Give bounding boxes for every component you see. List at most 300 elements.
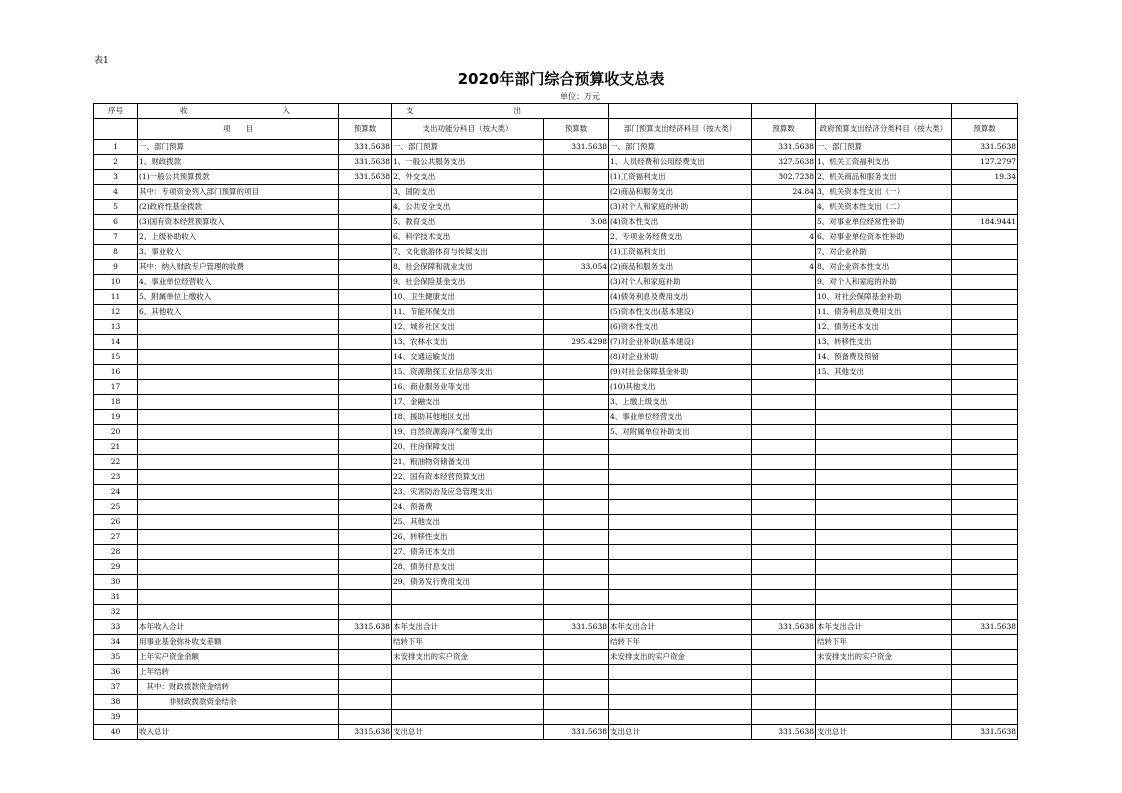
cell-func-item: 8、社会保障和就业支出 <box>392 260 544 275</box>
cell-seq: 18 <box>94 395 138 410</box>
cell-func-budget <box>544 650 609 665</box>
cell-seq: 3 <box>94 170 138 185</box>
cell-income-item <box>138 365 339 380</box>
cell-income-budget: 331.5638 <box>339 140 392 155</box>
header-gov-econ: 政府预算支出经济分类科目（按大类） <box>816 119 952 140</box>
cell-dept-econ-budget <box>752 515 816 530</box>
cell-dept-econ-item: (2)商品和服务支出 <box>609 260 752 275</box>
cell-func-item: 27、债务还本支出 <box>392 545 544 560</box>
cell-gov-econ-budget <box>952 185 1018 200</box>
cell-dept-econ-item <box>609 455 752 470</box>
cell-func-budget <box>544 560 609 575</box>
cell-income-budget: 331.5638 <box>339 155 392 170</box>
cell-income-budget <box>339 395 392 410</box>
header-blank-1 <box>339 104 392 119</box>
cell-dept-econ-budget <box>752 650 816 665</box>
cell-income-budget <box>339 380 392 395</box>
cell-dept-econ-budget <box>752 380 816 395</box>
cell-gov-econ-budget <box>952 200 1018 215</box>
cell-gov-econ-budget <box>952 500 1018 515</box>
cell-dept-econ-item: 4、事业单位经营支出 <box>609 410 752 425</box>
cell-func-item: 9、社会保险基金支出 <box>392 275 544 290</box>
table-row <box>94 500 1018 515</box>
cell-income-item <box>138 440 339 455</box>
cell-gov-econ-budget: 127.2797 <box>952 155 1018 170</box>
header-budget-1: 预算数 <box>339 119 392 140</box>
cell-dept-econ-item: 结转下年 <box>609 635 752 650</box>
cell-dept-econ-budget <box>752 290 816 305</box>
cell-dept-econ-item: (8)对企业补助 <box>609 350 752 365</box>
header-func-class: 支出功能分科目（按大类） <box>392 119 544 140</box>
table-row <box>94 140 1018 155</box>
cell-dept-econ-budget <box>752 305 816 320</box>
table-row <box>94 620 1018 635</box>
cell-gov-econ-item: 13、转移性支出 <box>816 335 952 350</box>
cell-dept-econ-item <box>609 575 752 590</box>
cell-func-budget <box>544 440 609 455</box>
cell-income-item <box>138 395 339 410</box>
header-budget-2: 预算数 <box>544 119 609 140</box>
cell-dept-econ-budget: 4 <box>752 230 816 245</box>
cell-func-budget: 331.5638 <box>544 620 609 635</box>
cell-income-budget <box>339 425 392 440</box>
cell-income-budget <box>339 290 392 305</box>
header-expense-b: 出 <box>513 106 521 115</box>
cell-dept-econ-budget <box>752 200 816 215</box>
cell-func-budget <box>544 380 609 395</box>
cell-dept-econ-budget <box>752 245 816 260</box>
cell-func-item: 26、转移性支出 <box>392 530 544 545</box>
cell-func-item: 3、国防支出 <box>392 185 544 200</box>
cell-income-budget <box>339 335 392 350</box>
cell-func-budget <box>544 470 609 485</box>
cell-func-item: 29、债务发行费用支出 <box>392 575 544 590</box>
cell-func-budget <box>544 710 609 725</box>
cell-func-item: 11、节能环保支出 <box>392 305 544 320</box>
cell-income-budget <box>339 260 392 275</box>
cell-gov-econ-item: 9、对个人和家庭的补助 <box>816 275 952 290</box>
cell-dept-econ-item <box>609 560 752 575</box>
cell-dept-econ-budget <box>752 455 816 470</box>
cell-gov-econ-budget <box>952 335 1018 350</box>
cell-gov-econ-budget <box>952 410 1018 425</box>
cell-gov-econ-item <box>816 500 952 515</box>
cell-seq: 10 <box>94 275 138 290</box>
cell-income-budget <box>339 680 392 695</box>
table-row <box>94 290 1018 305</box>
header-blank-3 <box>752 104 816 119</box>
cell-dept-econ-item <box>609 545 752 560</box>
cell-income-budget <box>339 455 392 470</box>
cell-func-budget <box>544 590 609 605</box>
cell-gov-econ-budget: 331.5638 <box>952 620 1018 635</box>
cell-dept-econ-budget <box>752 545 816 560</box>
cell-dept-econ-budget <box>752 215 816 230</box>
cell-func-item: 15、资源勘探工业信息等支出 <box>392 365 544 380</box>
cell-seq: 23 <box>94 470 138 485</box>
cell-func-budget: 295.4298 <box>544 335 609 350</box>
cell-func-item: 本年支出合计 <box>392 620 544 635</box>
cell-func-budget <box>544 350 609 365</box>
cell-dept-econ-item: (10)其他支出 <box>609 380 752 395</box>
cell-dept-econ-item <box>609 665 752 680</box>
cell-income-item <box>138 350 339 365</box>
cell-income-budget <box>339 485 392 500</box>
table-row <box>94 320 1018 335</box>
cell-gov-econ-budget <box>952 560 1018 575</box>
cell-func-item: 14、交通运输支出 <box>392 350 544 365</box>
cell-gov-econ-item: 支出总计 <box>816 725 952 740</box>
cell-seq: 37 <box>94 680 138 695</box>
cell-dept-econ-item: 未安排支出的实户资金 <box>609 650 752 665</box>
cell-func-item: 4、公共安全支出 <box>392 200 544 215</box>
cell-func-budget <box>544 155 609 170</box>
cell-dept-econ-item: (6)资本性支出 <box>609 320 752 335</box>
cell-gov-econ-budget <box>952 245 1018 260</box>
cell-func-item <box>392 665 544 680</box>
cell-seq: 7 <box>94 230 138 245</box>
cell-func-item: 20、住房保障支出 <box>392 440 544 455</box>
cell-func-budget <box>544 695 609 710</box>
cell-gov-econ-budget <box>952 275 1018 290</box>
cell-seq: 25 <box>94 500 138 515</box>
table-row <box>94 425 1018 440</box>
cell-seq: 32 <box>94 605 138 620</box>
cell-gov-econ-item <box>816 590 952 605</box>
cell-dept-econ-item <box>609 470 752 485</box>
cell-seq: 21 <box>94 440 138 455</box>
table-body <box>94 104 1018 740</box>
table-row <box>94 575 1018 590</box>
cell-income-budget <box>339 470 392 485</box>
cell-income-budget <box>339 530 392 545</box>
cell-seq: 39 <box>94 710 138 725</box>
cell-dept-econ-budget <box>752 395 816 410</box>
header-dept-econ: 部门预算支出经济科目（按大类） <box>609 119 752 140</box>
cell-income-item: 其中：纳入财政专户管理的收费 <box>138 260 339 275</box>
cell-func-budget <box>544 245 609 260</box>
table-row <box>94 470 1018 485</box>
cell-gov-econ-budget <box>952 230 1018 245</box>
cell-income-item: 本年收入合计 <box>138 620 339 635</box>
cell-dept-econ-budget <box>752 470 816 485</box>
cell-dept-econ-budget: 302.7238 <box>752 170 816 185</box>
cell-gov-econ-budget <box>952 320 1018 335</box>
cell-income-item <box>138 590 339 605</box>
cell-func-budget <box>544 320 609 335</box>
cell-gov-econ-item <box>816 380 952 395</box>
cell-dept-econ-budget <box>752 485 816 500</box>
cell-gov-econ-budget <box>952 530 1018 545</box>
header-row-2 <box>94 119 1018 140</box>
cell-gov-econ-budget <box>952 365 1018 380</box>
table-row <box>94 245 1018 260</box>
cell-income-budget <box>339 710 392 725</box>
cell-income-item: 5、附属单位上缴收入 <box>138 290 339 305</box>
table-row <box>94 380 1018 395</box>
cell-func-item: 18、援助其他地区支出 <box>392 410 544 425</box>
cell-func-item: 未安排支出的实户资金 <box>392 650 544 665</box>
cell-income-item <box>138 335 339 350</box>
cell-seq: 1 <box>94 140 138 155</box>
cell-income-item <box>138 320 339 335</box>
cell-income-item: 1、财政拨款 <box>138 155 339 170</box>
table-row <box>94 335 1018 350</box>
cell-gov-econ-item: 3、机关资本性支出（一） <box>816 185 952 200</box>
cell-func-item: 7、文化旅游体育与传媒支出 <box>392 245 544 260</box>
cell-dept-econ-budget <box>752 320 816 335</box>
cell-gov-econ-item <box>816 410 952 425</box>
cell-seq: 13 <box>94 320 138 335</box>
cell-income-budget <box>339 665 392 680</box>
cell-seq: 26 <box>94 515 138 530</box>
cell-func-budget <box>544 605 609 620</box>
cell-income-budget <box>339 245 392 260</box>
cell-seq: 14 <box>94 335 138 350</box>
cell-func-budget <box>544 575 609 590</box>
cell-seq: 36 <box>94 665 138 680</box>
cell-gov-econ-budget <box>952 590 1018 605</box>
table-row <box>94 350 1018 365</box>
cell-func-item: 1、一般公共服务支出 <box>392 155 544 170</box>
header-row-1 <box>94 104 1018 119</box>
cell-seq: 17 <box>94 380 138 395</box>
cell-gov-econ-item <box>816 485 952 500</box>
cell-seq: 19 <box>94 410 138 425</box>
cell-income-budget <box>339 185 392 200</box>
cell-func-budget <box>544 275 609 290</box>
cell-gov-econ-item <box>816 605 952 620</box>
header-budget-3: 预算数 <box>752 119 816 140</box>
cell-gov-econ-item <box>816 695 952 710</box>
cell-gov-econ-item: 结转下年 <box>816 635 952 650</box>
cell-gov-econ-item <box>816 560 952 575</box>
cell-dept-econ-budget: 327.5638 <box>752 155 816 170</box>
budget-summary-table <box>93 103 1018 740</box>
cell-func-item: 22、国有资本经营预算支出 <box>392 470 544 485</box>
cell-func-item: 23、灾害防治及应急管理支出 <box>392 485 544 500</box>
cell-gov-econ-item <box>816 710 952 725</box>
cell-gov-econ-budget <box>952 485 1018 500</box>
table-row <box>94 590 1018 605</box>
cell-gov-econ-item: 7、对企业补助 <box>816 245 952 260</box>
cell-func-budget <box>544 500 609 515</box>
cell-dept-econ-budget <box>752 590 816 605</box>
cell-income-budget <box>339 545 392 560</box>
cell-func-item: 19、自然资源海洋气象等支出 <box>392 425 544 440</box>
cell-func-budget: 3.08 <box>544 215 609 230</box>
cell-income-budget <box>339 365 392 380</box>
cell-func-budget <box>544 425 609 440</box>
cell-dept-econ-item: (2)商品和服务支出 <box>609 185 752 200</box>
cell-func-item <box>392 605 544 620</box>
cell-income-budget <box>339 305 392 320</box>
cell-dept-econ-budget <box>752 635 816 650</box>
cell-func-item: 24、预备费 <box>392 500 544 515</box>
cell-seq: 33 <box>94 620 138 635</box>
cell-gov-econ-budget <box>952 680 1018 695</box>
cell-income-budget <box>339 635 392 650</box>
cell-income-budget <box>339 275 392 290</box>
cell-gov-econ-item <box>816 440 952 455</box>
cell-gov-econ-item: 2、机关商品和服务支出 <box>816 170 952 185</box>
cell-income-item: 上年结转 <box>138 665 339 680</box>
cell-dept-econ-item <box>609 440 752 455</box>
cell-income-item: 用事业基金弥补收支差额 <box>138 635 339 650</box>
cell-seq: 16 <box>94 365 138 380</box>
cell-func-budget <box>544 665 609 680</box>
cell-seq: 15 <box>94 350 138 365</box>
cell-income-item: 其中：财政拨款资金结转 <box>138 680 339 695</box>
cell-dept-econ-item: (7)对企业补助(基本建设) <box>609 335 752 350</box>
cell-seq: 27 <box>94 530 138 545</box>
cell-dept-econ-item <box>609 485 752 500</box>
cell-dept-econ-item: (5)资本性支出(基本建设) <box>609 305 752 320</box>
cell-income-budget <box>339 605 392 620</box>
cell-gov-econ-budget <box>952 635 1018 650</box>
cell-func-budget <box>544 455 609 470</box>
cell-dept-econ-budget <box>752 605 816 620</box>
cell-gov-econ-budget <box>952 440 1018 455</box>
cell-income-budget: 3315.638 <box>339 725 392 740</box>
cell-gov-econ-item: 未安排支出的实户资金 <box>816 650 952 665</box>
cell-gov-econ-budget <box>952 665 1018 680</box>
table-row <box>94 230 1018 245</box>
cell-seq: 28 <box>94 545 138 560</box>
cell-income-item <box>138 575 339 590</box>
cell-gov-econ-budget <box>952 470 1018 485</box>
cell-income-item: (2)政府性基金拨款 <box>138 200 339 215</box>
cell-func-item: 一、部门预算 <box>392 140 544 155</box>
cell-income-budget <box>339 500 392 515</box>
cell-func-budget <box>544 170 609 185</box>
table-row <box>94 215 1018 230</box>
cell-gov-econ-budget <box>952 395 1018 410</box>
cell-income-budget <box>339 200 392 215</box>
header-item: 项 目 <box>138 119 339 140</box>
cell-income-item: 2、上级补助收入 <box>138 230 339 245</box>
cell-dept-econ-budget <box>752 680 816 695</box>
header-income <box>138 104 339 119</box>
table-row <box>94 440 1018 455</box>
cell-income-budget <box>339 560 392 575</box>
cell-income-item <box>138 605 339 620</box>
cell-func-budget <box>544 410 609 425</box>
table-row <box>94 305 1018 320</box>
cell-dept-econ-item: 3、上缴上级支出 <box>609 395 752 410</box>
cell-income-item <box>138 455 339 470</box>
cell-income-item <box>138 470 339 485</box>
cell-gov-econ-item: 11、债务利息及费用支出 <box>816 305 952 320</box>
cell-gov-econ-budget <box>952 305 1018 320</box>
table-row <box>94 695 1018 710</box>
cell-func-item: 10、卫生健康支出 <box>392 290 544 305</box>
header-blank-6 <box>94 119 138 140</box>
cell-gov-econ-budget <box>952 650 1018 665</box>
cell-income-budget <box>339 515 392 530</box>
cell-gov-econ-item: 15、其他支出 <box>816 365 952 380</box>
cell-income-budget <box>339 350 392 365</box>
cell-dept-econ-item <box>609 515 752 530</box>
cell-income-item <box>138 560 339 575</box>
table-row <box>94 635 1018 650</box>
cell-dept-econ-budget <box>752 530 816 545</box>
cell-func-budget <box>544 365 609 380</box>
cell-gov-econ-item <box>816 395 952 410</box>
cell-income-budget <box>339 575 392 590</box>
cell-income-item <box>138 530 339 545</box>
header-budget-4: 预算数 <box>952 119 1018 140</box>
cell-gov-econ-budget: 331.5638 <box>952 140 1018 155</box>
cell-gov-econ-item <box>816 575 952 590</box>
cell-gov-econ-item: 6、对事业单位资本性补助 <box>816 230 952 245</box>
cell-income-item <box>138 500 339 515</box>
cell-dept-econ-item: (1)工资福利支出 <box>609 245 752 260</box>
cell-seq: 9 <box>94 260 138 275</box>
cell-dept-econ-budget: 331.5638 <box>752 620 816 635</box>
table-row <box>94 275 1018 290</box>
table-row <box>94 725 1018 740</box>
cell-income-budget: 331.5638 <box>339 170 392 185</box>
header-income-a: 收 <box>180 106 188 115</box>
cell-dept-econ-item <box>609 695 752 710</box>
cell-income-item: 非财政拨款资金结余 <box>138 695 339 710</box>
cell-dept-econ-budget <box>752 425 816 440</box>
cell-dept-econ-item <box>609 710 752 725</box>
cell-income-item <box>138 485 339 500</box>
cell-gov-econ-item <box>816 515 952 530</box>
cell-seq: 29 <box>94 560 138 575</box>
header-blank-4 <box>816 104 952 119</box>
cell-dept-econ-budget <box>752 710 816 725</box>
cell-func-item <box>392 680 544 695</box>
cell-func-item: 25、其他支出 <box>392 515 544 530</box>
cell-income-item: 一、部门预算 <box>138 140 339 155</box>
cell-func-budget: 331.5638 <box>544 140 609 155</box>
cell-gov-econ-item: 14、预备费及预留 <box>816 350 952 365</box>
cell-dept-econ-item: (9)对社会保障基金补助 <box>609 365 752 380</box>
cell-seq: 6 <box>94 215 138 230</box>
table-row <box>94 155 1018 170</box>
cell-dept-econ-budget: 24.84 <box>752 185 816 200</box>
cell-func-item: 6、科学技术支出 <box>392 230 544 245</box>
cell-seq: 12 <box>94 305 138 320</box>
cell-dept-econ-budget: 331.5638 <box>752 140 816 155</box>
cell-gov-econ-budget <box>952 350 1018 365</box>
cell-seq: 24 <box>94 485 138 500</box>
cell-income-item: 4、事业单位经营收入 <box>138 275 339 290</box>
cell-func-budget <box>544 305 609 320</box>
cell-gov-econ-budget <box>952 260 1018 275</box>
table-tag: 表1 <box>94 56 109 66</box>
cell-dept-econ-item: (4)债务利息及费用支出 <box>609 290 752 305</box>
cell-gov-econ-budget <box>952 575 1018 590</box>
cell-income-budget <box>339 410 392 425</box>
cell-gov-econ-item: 一、部门预算 <box>816 140 952 155</box>
cell-func-budget <box>544 635 609 650</box>
cell-dept-econ-item: (4)资本性支出 <box>609 215 752 230</box>
table-row <box>94 515 1018 530</box>
cell-gov-econ-item: 8、对企业资本性支出 <box>816 260 952 275</box>
cell-func-item <box>392 590 544 605</box>
cell-dept-econ-item: (3)对个人和家庭的补助 <box>609 200 752 215</box>
cell-dept-econ-budget <box>752 665 816 680</box>
table-row <box>94 365 1018 380</box>
table-row <box>94 200 1018 215</box>
table-row <box>94 455 1018 470</box>
header-expense-a: 支 <box>406 106 414 115</box>
cell-income-item: 6、其他收入 <box>138 305 339 320</box>
